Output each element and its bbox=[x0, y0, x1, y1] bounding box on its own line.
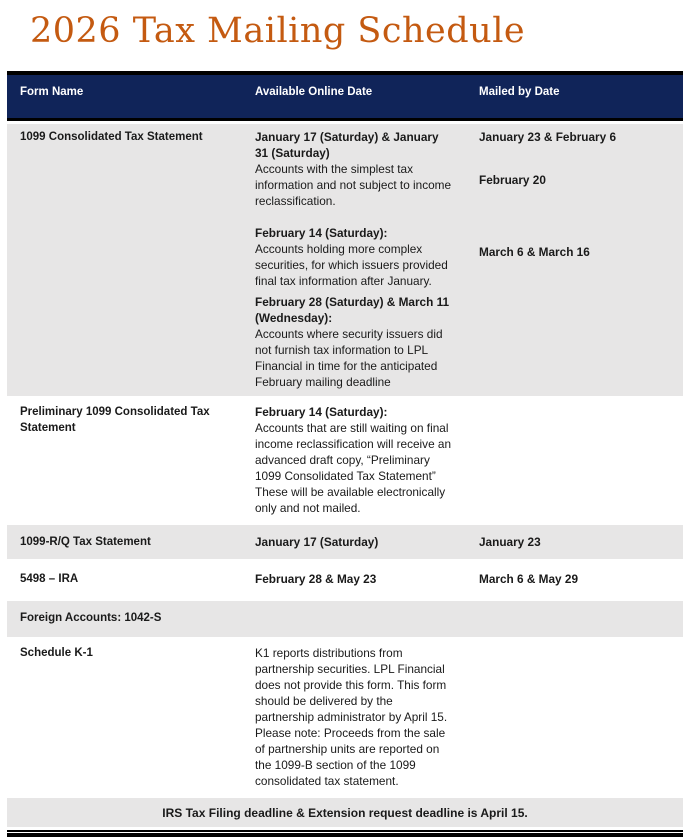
form-name: 1099 Consolidated Tax Statement bbox=[20, 131, 203, 143]
header-cell-mailed-by-date: Mailed by Date bbox=[479, 86, 560, 98]
mailed-date: March 6 & May 29 bbox=[479, 572, 579, 586]
form-name: 5498 – IRA bbox=[20, 573, 79, 585]
form-name-cell bbox=[7, 640, 242, 795]
mailed-date-cell bbox=[466, 562, 683, 598]
mailed-date-cell bbox=[466, 601, 683, 637]
table-row-schedule-k1 bbox=[7, 640, 683, 795]
online-date-cell bbox=[242, 640, 466, 795]
mailed-date: January 23 & February 6 bbox=[479, 130, 617, 144]
form-name-cell bbox=[7, 562, 242, 598]
form-name-cell bbox=[7, 601, 242, 637]
table-header-row bbox=[7, 71, 683, 121]
bottom-rule-thick bbox=[7, 833, 683, 837]
form-name: Schedule K-1 bbox=[20, 647, 93, 659]
irs-deadline-note: IRS Tax Filing deadline & Extension request deadline is April 15. bbox=[7, 798, 683, 827]
online-date-description: Accounts that are still waiting on final income reclassification will receive an advanced draft copy, “Preliminary 1099 Consolidated Tax Statement” These will be available electronically only and not mailed. bbox=[255, 421, 452, 515]
mailed-date: March 6 & March 16 bbox=[479, 245, 590, 259]
page bbox=[0, 9, 690, 837]
mailed-date: January 23 bbox=[479, 535, 541, 549]
online-date-heading: February 28 (Saturday) & March 11 (Wednesday): bbox=[255, 295, 450, 325]
online-date-description: Accounts with the simplest tax information and not subject to income reclassification. bbox=[255, 162, 452, 208]
online-date-description: K1 reports distributions from partnership securities. LPL Financial does not provide this form. This form should be delivered by the partnership administrator by April 15. Please note: Proceeds from the sale of partnership units are reported on the 1099-B section of the 1099 consolidated tax statement. bbox=[255, 646, 448, 788]
form-name-cell bbox=[7, 525, 242, 559]
online-date-heading: February 14 (Saturday): bbox=[255, 405, 388, 419]
online-date-cell bbox=[242, 562, 466, 598]
mailed-date-cell bbox=[466, 525, 683, 559]
table-row-1099-rq bbox=[7, 525, 683, 559]
online-date-description: Accounts where security issuers did not furnish tax information to LPL Financial in time for the anticipated February mailing deadline bbox=[255, 327, 443, 389]
mailed-date: February 20 bbox=[479, 173, 546, 187]
tax-schedule-table bbox=[7, 71, 683, 837]
header-cell-form-name: Form Name bbox=[20, 86, 84, 98]
online-date-heading: January 17 (Saturday) bbox=[255, 535, 379, 549]
form-name: 1099-R/Q Tax Statement bbox=[20, 536, 151, 548]
form-name: Foreign Accounts: 1042-S bbox=[20, 612, 162, 624]
table-row-foreign-accounts bbox=[7, 601, 683, 637]
table-row-1099-consolidated bbox=[7, 124, 683, 396]
online-date-cell bbox=[242, 525, 466, 559]
form-name-cell bbox=[7, 399, 242, 522]
page-title: 2026 Tax Mailing Schedule bbox=[30, 11, 526, 51]
mailed-date-cell bbox=[466, 124, 683, 396]
online-date-cell bbox=[242, 601, 466, 637]
online-date-heading: January 17 (Saturday) & January 31 (Saturday) bbox=[255, 130, 439, 160]
bottom-rule-thin bbox=[7, 830, 683, 832]
header-cell-available-online-date: Available Online Date bbox=[255, 86, 373, 98]
online-date-cell bbox=[242, 399, 466, 522]
form-name: Preliminary 1099 Consolidated Tax Statement bbox=[20, 406, 210, 434]
online-date-cell bbox=[242, 124, 466, 396]
mailed-date-cell bbox=[466, 640, 683, 795]
online-date-heading: February 28 & May 23 bbox=[255, 572, 377, 586]
form-name-cell bbox=[7, 124, 242, 396]
online-date-description: Accounts holding more complex securities, for which issuers provided final tax information after January. bbox=[255, 242, 448, 288]
table-row-5498-ira bbox=[7, 562, 683, 598]
online-date-heading: February 14 (Saturday): bbox=[255, 226, 388, 240]
table-row-preliminary-1099 bbox=[7, 399, 683, 522]
mailed-date-cell bbox=[466, 399, 683, 522]
